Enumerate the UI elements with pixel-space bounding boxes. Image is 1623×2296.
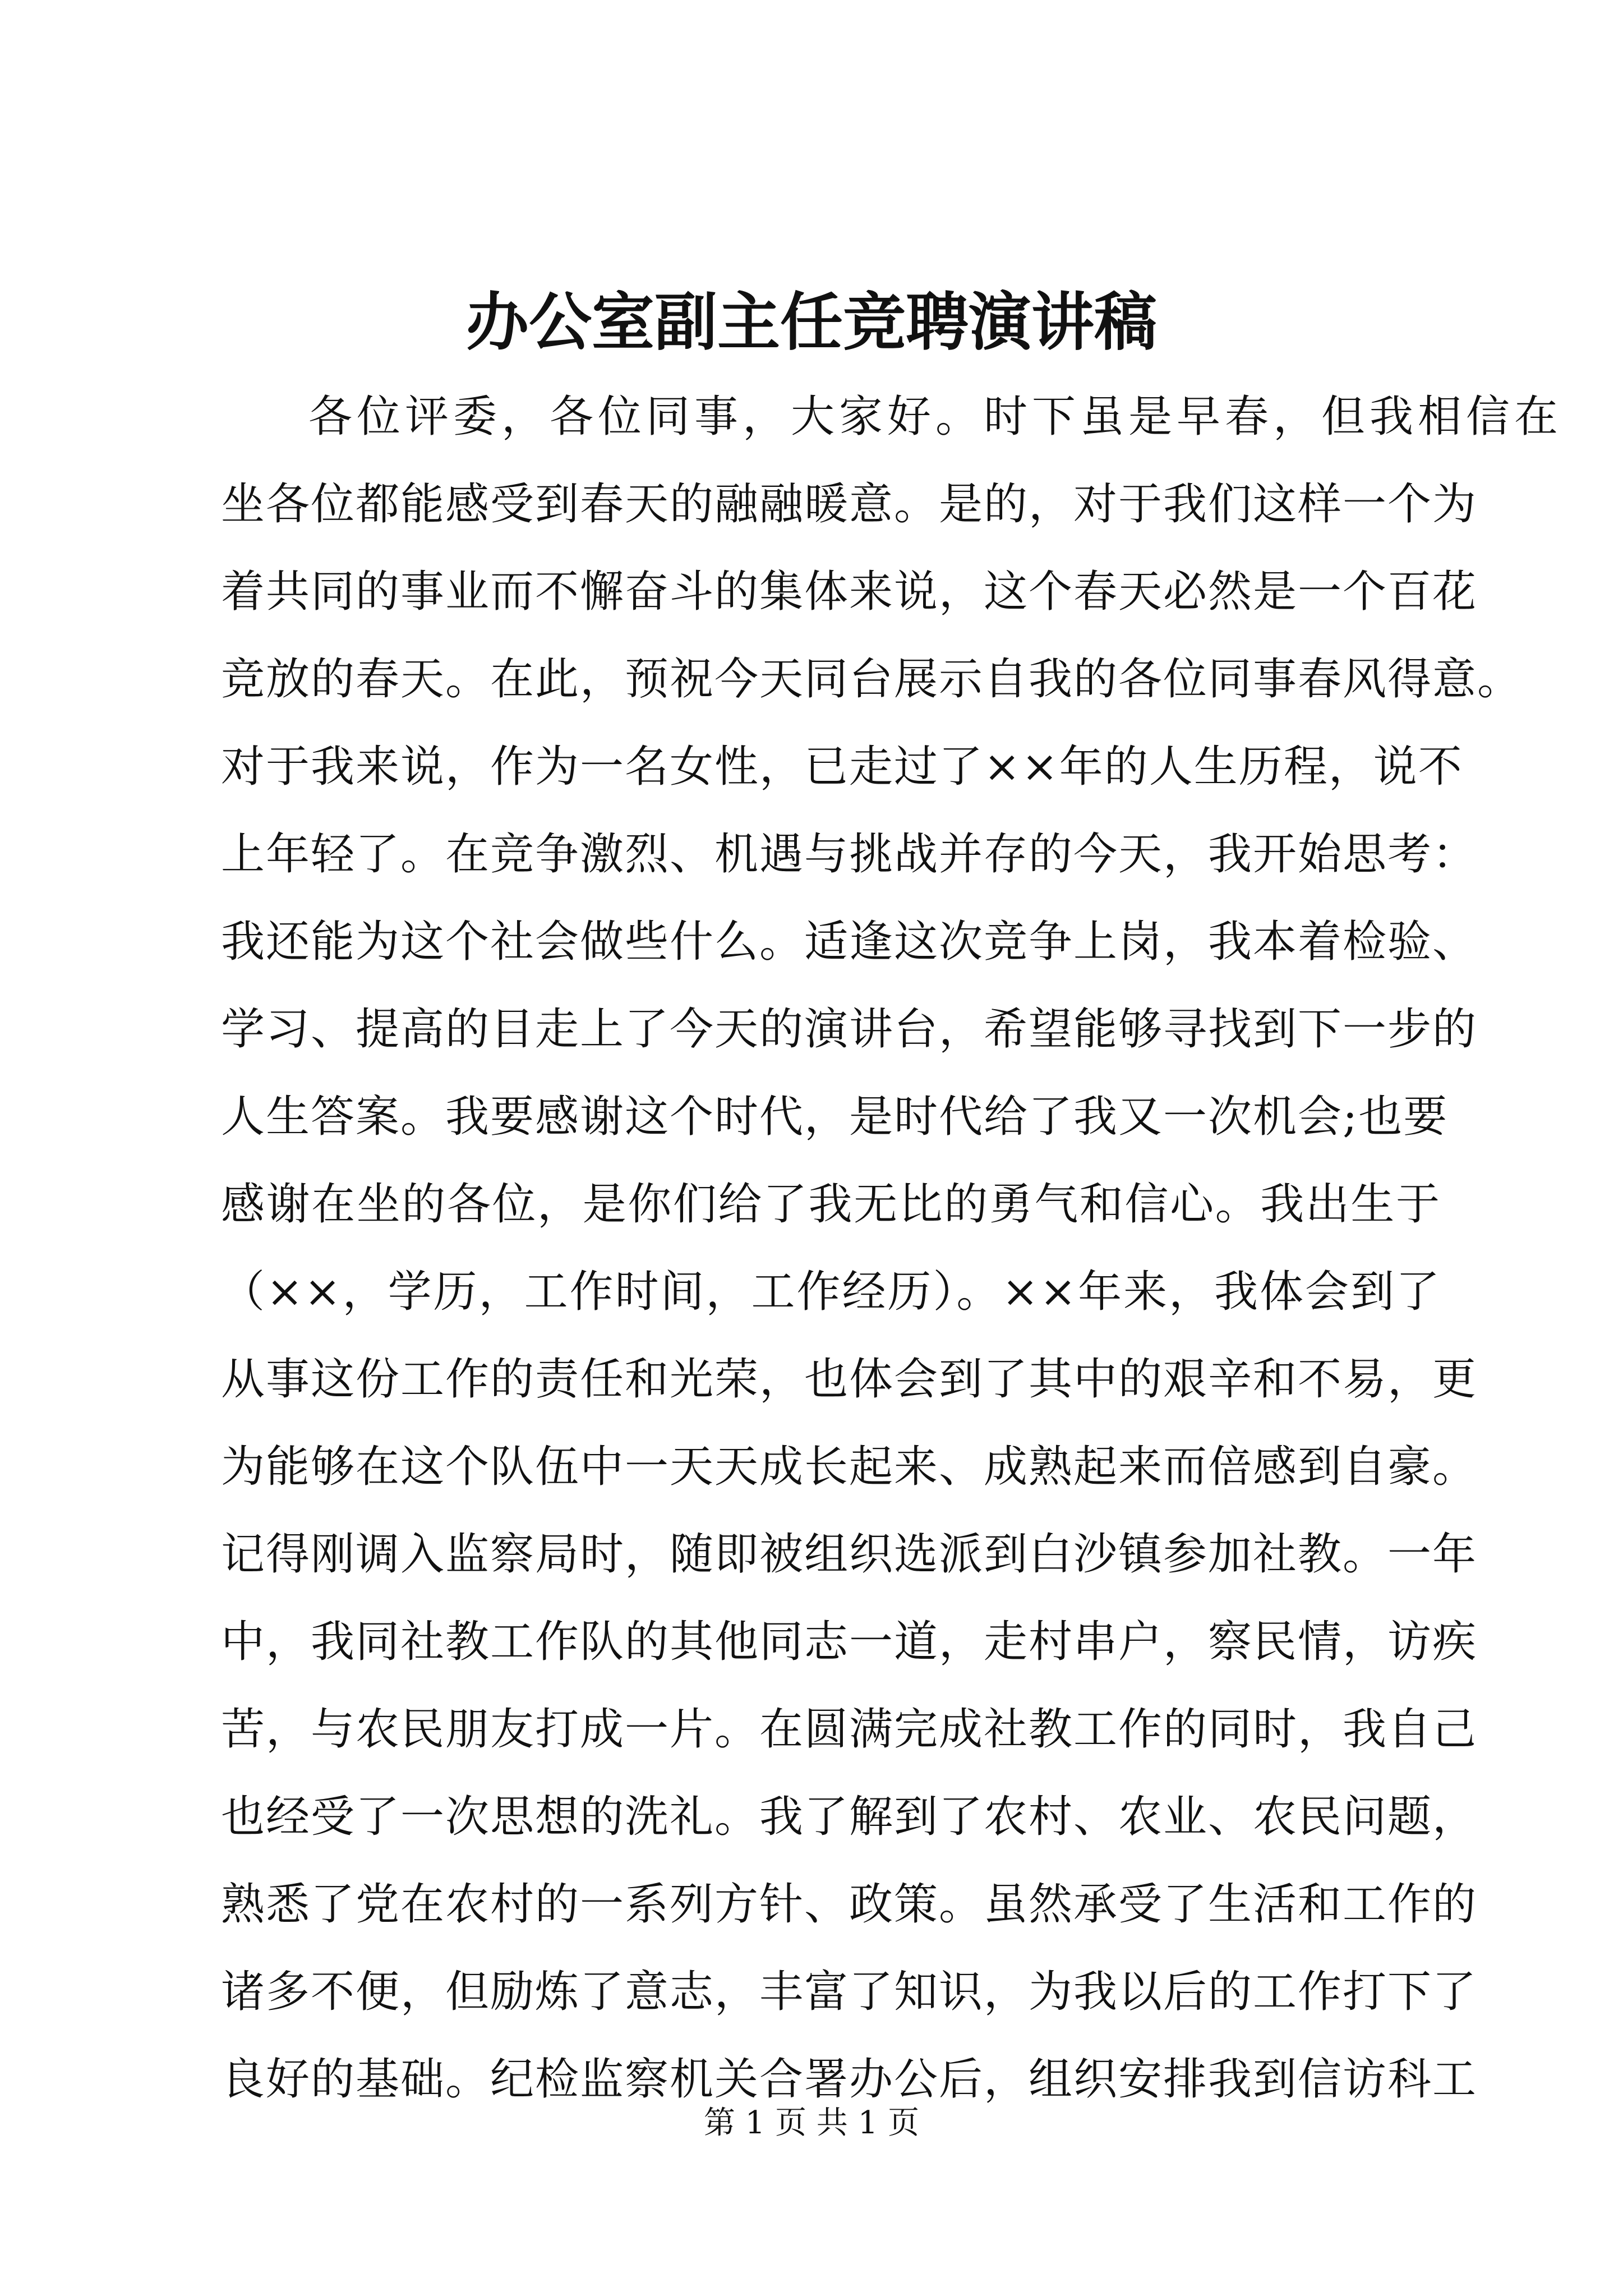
speech-body — [221, 373, 1563, 2123]
text-line: 竞放的春天。在此，预祝今天同台展示自我的各位同事春风得意。 — [221, 654, 1523, 705]
text-line: 记得刚调入监察局时，随即被组织选派到白沙镇参加社教。一年 — [221, 1529, 1478, 1580]
text-line: 感谢在坐的各位，是你们给了我无比的勇气和信心。我出生于 — [221, 1179, 1441, 1230]
text-line: 我还能为这个社会做些什么。适逢这次竞争上岗，我本着检验、 — [221, 917, 1478, 967]
text-line: 苦，与农民朋友打成一片。在圆满完成社教工作的同时，我自己 — [221, 1704, 1478, 1755]
text-line: 也经受了一次思想的洗礼。我了解到了农村、农业、农民问题， — [221, 1792, 1478, 1842]
text-line: 为能够在这个队伍中一天天成长起来、成熟起来而倍感到自豪。 — [221, 1442, 1478, 1492]
document-title: 办公室副主任竞聘演讲稿 — [466, 286, 1157, 359]
text-line: 各位评委，各位同事，大家好。时下虽是早春，但我相信在 — [308, 392, 1563, 442]
text-line: 着共同的事业而不懈奋斗的集体来说，这个春天必然是一个百花 — [221, 567, 1478, 617]
text-line: 学习、提高的目走上了今天的演讲台，希望能够寻找到下一步的 — [221, 1004, 1478, 1055]
text-line: 对于我来说，作为一名女性，已走过了××年的人生历程，说不 — [221, 742, 1463, 792]
text-line: 熟悉了党在农村的一系列方针、政策。虽然承受了生活和工作的 — [221, 1879, 1478, 1930]
text-line: 上年轻了。在竞争激烈、机遇与挑战并存的今天，我开始思考： — [221, 829, 1478, 880]
text-line: 人生答案。我要感谢这个时代，是时代给了我又一次机会;也要 — [221, 1092, 1449, 1142]
text-line: 从事这份工作的责任和光荣，也体会到了其中的艰辛和不易，更 — [221, 1354, 1478, 1405]
page-number-footer: 第 1 页 共 1 页 — [703, 2105, 920, 2141]
text-line: （××，学历，工作时间，工作经历）。××年来，我体会到了 — [221, 1267, 1441, 1317]
text-line: 坐各位都能感受到春天的融融暖意。是的，对于我们这样一个为 — [221, 479, 1478, 530]
text-line: 良好的基础。纪检监察机关合署办公后，组织安排我到信访科工 — [221, 2054, 1478, 2105]
text-line: 诸多不便，但励炼了意志，丰富了知识，为我以后的工作打下了 — [221, 1967, 1478, 2017]
text-line: 中，我同社教工作队的其他同志一道，走村串户，察民情，访疾 — [221, 1617, 1478, 1667]
